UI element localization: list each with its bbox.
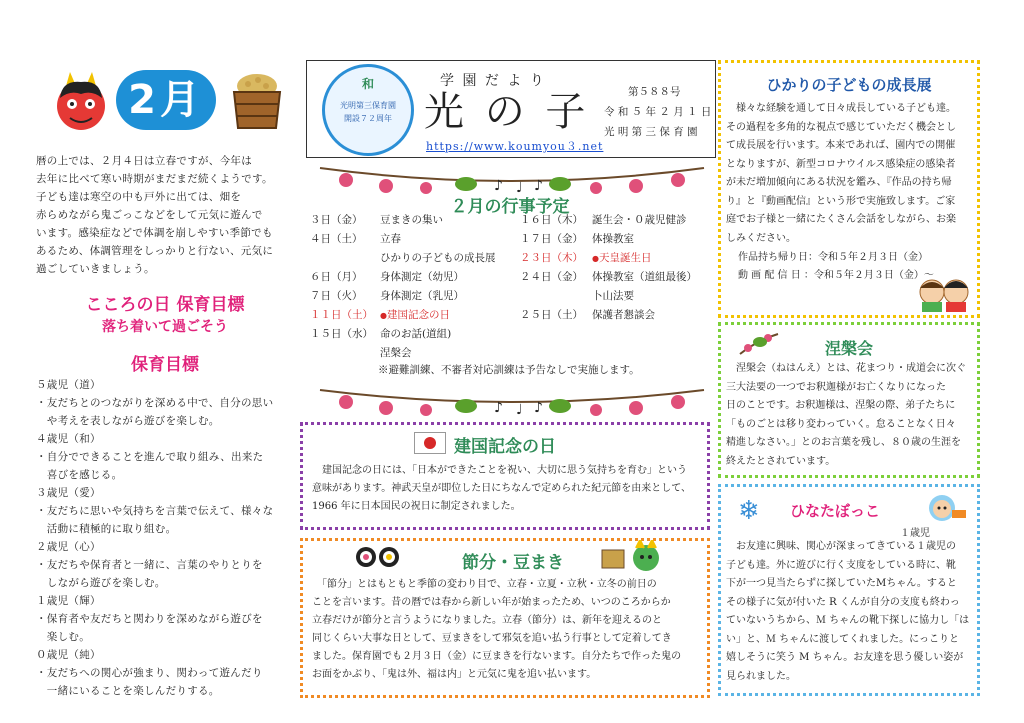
svg-text:♪: ♪ — [534, 400, 543, 416]
newsletter-title: 光 の 子 — [424, 89, 590, 135]
schedule-day: １１日（土） — [310, 309, 373, 321]
logo-line1: 光明第三保育園 — [340, 101, 396, 110]
logo-line2: 開設７２周年 — [344, 114, 392, 123]
schedule-event: 体操教室（道組最後） — [592, 271, 697, 283]
goal-text: ・友だちや保育者と一緒に、言葉のやりとりを しながら遊びを楽しむ。 — [36, 559, 263, 589]
schedule-event: 命のお話(道組) — [380, 328, 452, 340]
schedule-day: ４日（土） — [310, 233, 363, 245]
schedule-note: ※避難訓練、不審者対応訓練は予告なしで実施します。 — [378, 364, 640, 376]
flag-icon: ● — [592, 254, 599, 263]
schedule-row-holiday — [310, 307, 450, 322]
schedule-row — [310, 288, 464, 303]
school-name: 光 明 第 三 保 育 園 — [604, 126, 698, 138]
nehan-body: 涅槃会（ねはんえ）とは、花まつり・成道会に次ぐ 三大法要の一つでお釈迦様がお亡くなりになった 日のことです。お釈迦様は、涅槃の際、弟子たちに 「ものごとは移り変わっていく。怠ることなく日々 精進しなさい。」とのお言葉を残し、８０歳の生涯を 終えたとされています。 — [726, 363, 966, 467]
schedule-row — [520, 212, 687, 227]
oni-illustration — [52, 72, 110, 134]
schedule-row — [310, 231, 401, 246]
schedule-row — [520, 269, 697, 284]
school-logo — [322, 64, 414, 156]
schedule-row — [310, 345, 412, 360]
kenkoku-title: 建国記念の日 — [454, 437, 556, 457]
website-link[interactable]: https://www.koumyou３.net — [426, 140, 604, 153]
goal-text: ・友だちとのつながりを深める中で、自分の思い や考えを表しながら遊びを楽しむ。 — [36, 397, 274, 427]
growth-pickup-date: 作品持ち帰り日：令和５年２月３日（金） — [738, 252, 928, 263]
bean-box-illustration — [228, 70, 286, 134]
ehomaki-illustration — [356, 544, 400, 570]
schedule-event: 卜山法要 — [592, 290, 634, 302]
goal-text: ・友だちに思いや気持ちを言葉で伝えて、様々な 活動に積極的に取り組む。 — [36, 505, 274, 535]
goal-age: ２歳児（心） — [36, 541, 101, 553]
goal-age: ３歳児（愛） — [36, 487, 101, 499]
goal-age: ５歳児（道） — [36, 379, 101, 391]
schedule-day: ２５日（土） — [520, 309, 583, 321]
hinatabokko-body: お友達に興味、関心が深まってきている１歳児の 子ども達。外に遊びに行く支度をしている時に、靴 下が一つ見当たらずに探していたMちゃん。すると その様子に気が付いた R くんが自分の支度も終わっ ていないうちから、Ｍ ちゃんの靴下探しに協力し「は い」と、Ｍ ちゃんに渡してくれました。にっこりと 嬉しそうに笑う M ちゃん。お友達を思う優しい姿が 見られました。 — [726, 541, 970, 682]
schedule-event: 身体測定（幼児） — [380, 271, 464, 283]
month-badge: 2月 — [116, 70, 216, 130]
issue-number: 第５８８号 — [628, 86, 681, 98]
schedule-event: 豆まきの集い — [380, 214, 443, 226]
schedule-row — [520, 231, 634, 246]
schedule-event: 体操教室 — [592, 233, 634, 245]
schedule-event: 保護者懇談会 — [592, 309, 655, 321]
schedule-event: 誕生会・０歳児健診 — [592, 214, 687, 226]
schedule-day: ３日（金） — [310, 214, 363, 226]
schedule-day: １７日（金） — [520, 233, 583, 245]
svg-text:♩: ♩ — [516, 402, 523, 418]
setsubun-body: 「節分」とはもともと季節の変わり目で、立春・立夏・立秋・立冬の前日の ことを言います。昔の暦では春から新しい年が始まったため、いつのころからか 立春だけが節分と言うようになりました。立春（節分）は、新年を迎えるのと 同じくらい大事な日として、豆まきをして邪気を追い払う行事として定着してき ました。保育園でも２月３日（金）に豆まきを行ないます。自分たちで作った鬼の お面をかぶり、「鬼は外、福は内」と元気に鬼を追い払います。 — [312, 579, 682, 680]
schedule-row — [520, 307, 655, 322]
goal-age: １歳児（輝） — [36, 595, 101, 607]
svg-text:♪: ♪ — [534, 178, 543, 194]
goal-age: ４歳児（和） — [36, 433, 101, 445]
schedule-event: 天皇誕生日 — [598, 252, 652, 264]
schedule-day: ７日（火） — [310, 290, 363, 302]
schedule-row — [310, 269, 464, 284]
heart-goal-title: こころの日 保育目標 — [85, 295, 245, 315]
schedule-event: 立春 — [380, 233, 401, 245]
issue-date: 令 和 ５ 年 ２ 月 １ 日 — [604, 106, 712, 118]
schedule-event: 建国記念の日 — [386, 309, 450, 321]
schedule-day: ２４日（金） — [520, 271, 583, 283]
schedule-day: １６日（木） — [520, 214, 583, 226]
goal-text: ・保育者や友だちと関わりを深めながら遊びを 楽しむ。 — [36, 613, 263, 643]
schedule-row-holiday — [520, 250, 651, 265]
schedule-day: ２３日（木） — [520, 252, 583, 264]
schedule-day: １５日（水） — [310, 328, 373, 340]
snowflake-icon: ❄ — [738, 496, 760, 526]
japan-flag-icon — [414, 432, 446, 454]
growth-video-date: 動 画 配 信 日 ：令和５年２月３日（金）～ — [738, 270, 934, 281]
schedule-event: 涅槃会 — [380, 347, 412, 359]
growth-title: ひかりの子どもの成長展 — [766, 76, 932, 94]
growth-body: 様々な経験を通して日々成長している子ども達。 その過程を多角的な視点で感じていただく機会とし て成長展を行います。本来であれば、園内での開催 となりますが、新型コロナウイルス感染症の感染者 が未だ増加傾向にある状況を鑑み、『作品の持ち帰 り』と『動画配信』という形で実施致します。ご家 庭でお子様と一緒にたくさん会話をしながら、お楽 しみください。 — [726, 103, 956, 244]
heart-goal: 落ち着いて過ごそう — [102, 319, 228, 335]
flag-icon: ● — [380, 311, 387, 320]
setsubun-title: 節分・豆まき — [462, 553, 564, 573]
goals-title: 保育目標 — [131, 355, 199, 375]
goals-list — [36, 376, 298, 700]
schedule-day: ６日（月） — [310, 271, 363, 283]
goal-text: ・自分でできることを進んで取り組み、出来た 喜びを感じる。 — [36, 451, 264, 481]
schedule-title: ２月の行事予定 — [450, 197, 570, 217]
svg-text:♪: ♪ — [494, 178, 503, 194]
schedule-row — [310, 326, 451, 341]
schedule-event: ひかりの子どもの成長展 — [380, 252, 496, 264]
logo-top: 和 — [361, 77, 374, 91]
svg-text:♪: ♪ — [494, 400, 503, 416]
oni-mask-illustration — [600, 540, 664, 572]
goal-text: ・友だちへの関心が強まり、関わって遊んだり 一緒にいることを楽しんだりする。 — [36, 667, 263, 697]
schedule-row — [310, 250, 496, 265]
newsletter-subtitle: 学 園 だ よ り — [440, 73, 546, 89]
svg-text:♩: ♩ — [516, 180, 523, 196]
nehan-title: 涅槃会 — [824, 339, 873, 358]
children-illustration — [916, 276, 972, 312]
flower-bird-garland-bottom — [316, 384, 708, 418]
goal-age: ０歳児（純） — [36, 649, 101, 661]
schedule-row — [520, 288, 634, 303]
intro-text: 暦の上では、２月４日は立春ですが、今年は 去年に比べて寒い時期がまだまだ続くようです。 子ども達は寒空の中も戸外に出ては、畑を 赤らめながら鬼ごっこなどをして元気に遊んで います。感染症などで体調を崩しやすい季節でも あるため、体調管理をしっかりと行ない、元気に 過ごしていきましょう。 — [36, 155, 274, 275]
hinatabokko-age: １歳児 — [900, 528, 930, 539]
schedule-row — [310, 212, 443, 227]
kenkoku-body: 建国記念の日には、「日本ができたことを祝い、大切に思う気持ちを育む」という 意味があります。神武天皇が即位した日にちなんで定められた紀元節を由来として、 1966 年に日本国民の祝日に制定されました。 — [312, 465, 691, 512]
snow-child-illustration — [918, 492, 968, 526]
schedule-event: 身体測定（乳児） — [380, 290, 464, 302]
hinatabokko-title: ひなたぼっこ — [790, 502, 881, 520]
